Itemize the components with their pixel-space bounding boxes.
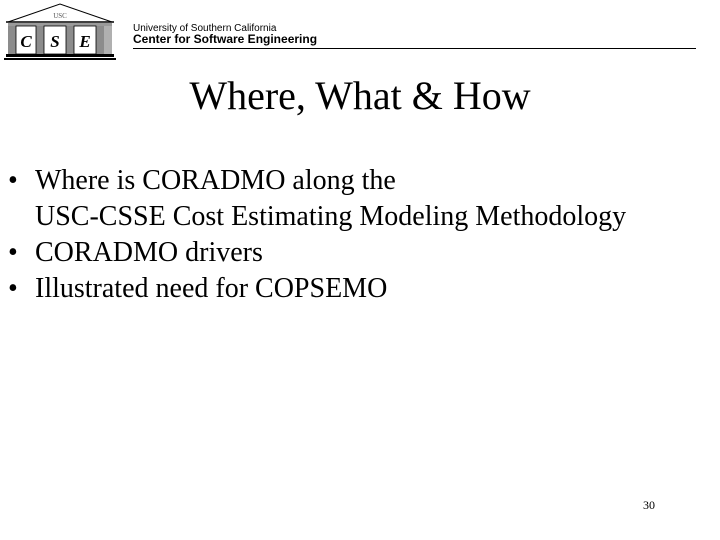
bullet-dot-icon: • bbox=[8, 165, 18, 196]
cse-logo-graphic bbox=[4, 3, 116, 61]
cse-logo bbox=[4, 3, 116, 61]
header-center-name: Center for Software Engineering bbox=[133, 32, 318, 46]
logo-letter-s: S bbox=[50, 32, 60, 51]
logo-letter-e: E bbox=[79, 32, 91, 51]
slide-title: Where, What & How bbox=[189, 73, 531, 118]
bullet-text-line: USC-CSSE Cost Estimating Modeling Methodology bbox=[35, 201, 627, 232]
bullet-item-coradmo-drivers bbox=[8, 235, 720, 271]
bullet-dot-icon: • bbox=[8, 237, 18, 268]
bullet-text-line: CORADMO drivers bbox=[35, 237, 263, 268]
page-number: 30 bbox=[643, 498, 655, 512]
bullet-list bbox=[8, 163, 720, 307]
header-university-name: University of Southern California bbox=[133, 23, 277, 34]
header-divider bbox=[133, 48, 696, 49]
logo-emblem-text: USC bbox=[53, 12, 67, 20]
bullet-text-line: Illustrated need for COPSEMO bbox=[35, 273, 388, 304]
bullet-dot-icon: • bbox=[8, 273, 18, 304]
bullet-item-copsemo-need bbox=[8, 271, 720, 307]
logo-letter-c: C bbox=[20, 32, 32, 51]
bullet-text-line: Where is CORADMO along the bbox=[35, 165, 396, 196]
bullet-item-coradmo-location bbox=[8, 163, 720, 235]
